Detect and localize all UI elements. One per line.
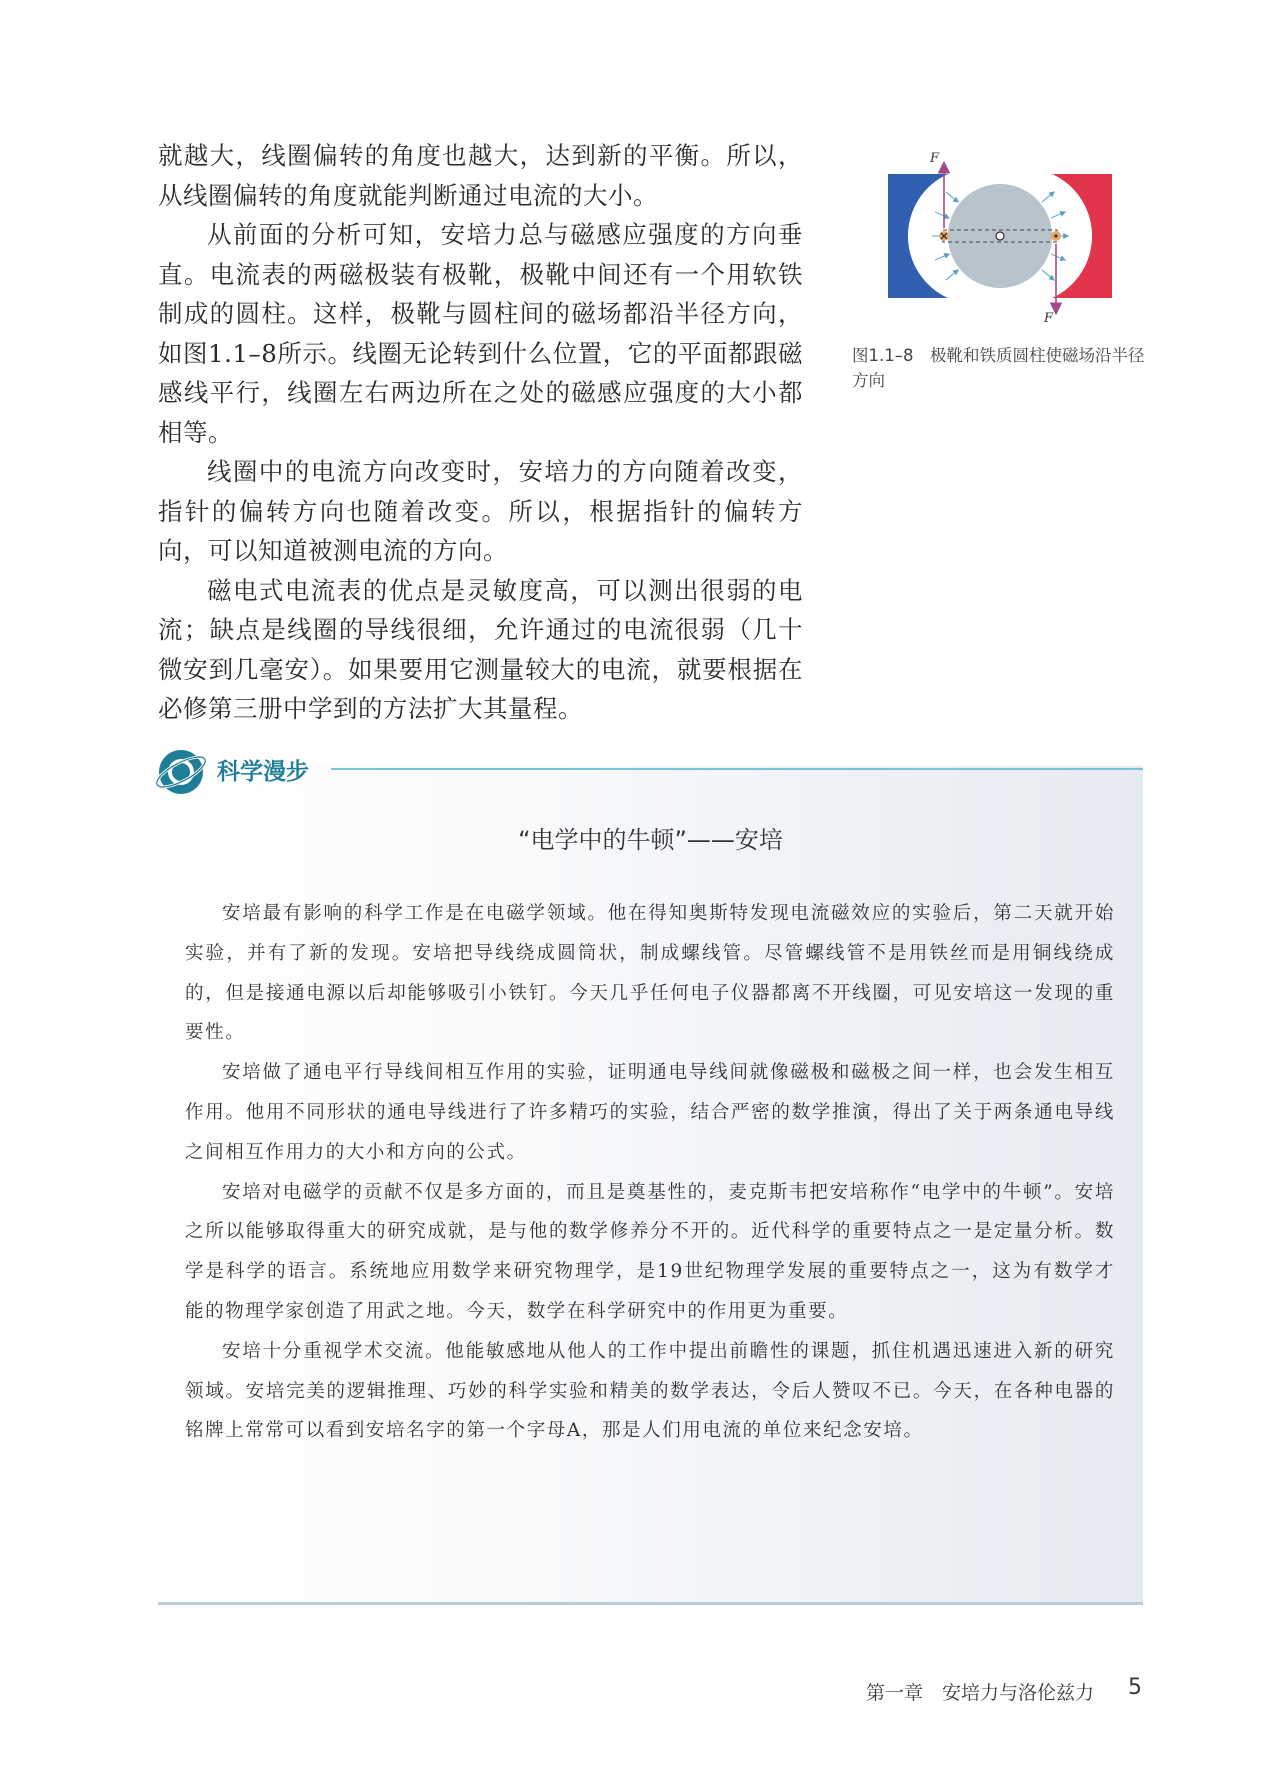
sidebar-paragraph: 安培十分重视学术交流。他能敏感地从他人的工作中提出前瞻性的课题，抓住机遇迅速进入新的研究领域。安培完美的逻辑推理、巧妙的科学实验和精美的数学表达，令后人赞叹不已。今天，在各种电器的铭牌上常常可以看到安培名字的第一个字母A，那是人们用电流的单位来纪念安培。 xyxy=(185,1340,1115,1442)
sidebar-title: “电学中的牛顿”——安培 xyxy=(518,826,783,854)
sidebar-body xyxy=(185,894,1115,1451)
force-label-top: F xyxy=(930,151,940,166)
page-number: 5 xyxy=(1128,1675,1142,1700)
sidebar-paragraph: 安培做了通电平行导线间相互作用的实验，证明通电导线间就像磁极和磁极之间一样，也会发生相互作用。他用不同形状的通电导线进行了许多精巧的实验，结合严密的数学推演，得出了关于两条通电导线之间相互作用力的大小和方向的公式。 xyxy=(185,1062,1115,1163)
science-sidebar xyxy=(158,766,1143,1605)
paragraph: 磁电式电流表的优点是灵敏度高，可以测出很弱的电流；缺点是线圈的导线很细，允许通过的电流很弱（几十微安到几毫安）。如果要用它测量较大的电流，就要根据在必修第三册中学到的方法扩大其量程。 xyxy=(158,575,803,723)
force-label-bottom: F xyxy=(1044,311,1054,326)
paragraph: 从前面的分析可知，安培力总与磁感应强度的方向垂直。电流表的两磁极装有极靴，极靴中间还有一个用软铁制成的圆柱。这样，极靴与圆柱间的磁场都沿半径方向，如图1.1–8所示。线圈无论转到什么位置，它的平面都跟磁感线平行，线圈左右两边所在之处的磁感应强度的大小都相等。 xyxy=(158,220,803,447)
paragraph: 就越大，线圈偏转的角度也越大，达到新的平衡。所以，从线圈偏转的角度就能判断通过电流的大小。 xyxy=(158,141,803,210)
sidebar-paragraph: 安培对电磁学的贡献不仅是多方面的，而且是奠基性的，麦克斯韦把安培称作“电学中的牛顿”。安培之所以能够取得重大的研究成就，是与他的数学修养分不开的。近代科学的重要特点之一是定量分析。数学是科学的语言。系统地应用数学来研究物理学，是19世纪物理学发展的重要特点之一，这为有数学才能的物理学家创造了用武之地。今天，数学在科学研究中的作用更为重要。 xyxy=(185,1181,1115,1322)
paragraph: 线圈中的电流方向改变时，安培力的方向随着改变，指针的偏转方向也随着改变。所以，根据指针的偏转方向，可以知道被测电流的方向。 xyxy=(158,457,803,565)
coil-right-side xyxy=(1051,231,1061,241)
axis-pivot xyxy=(996,232,1004,240)
figure-caption: 图1.1–8 极靴和铁质圆柱使磁场沿半径方向 xyxy=(852,346,1145,390)
main-body-text xyxy=(158,136,803,729)
sidebar-header xyxy=(153,742,1143,806)
sidebar-label: 科学漫步 xyxy=(217,759,309,785)
sidebar-paragraph: 安培最有影响的科学工作是在电磁学领域。他在得知奥斯特发现电流磁效应的实验后，第二天就开始实验，并有了新的发现。安培把导线绕成圆筒状，制成螺线管。尽管螺线管不是用铁丝而是用铜线绕成的，但是接通电源以后却能够吸引小铁钉。今天几乎任何电子仪器都离不开线圈，可见安培这一发现的重要性。 xyxy=(185,903,1115,1044)
pole-shoe-diagram xyxy=(880,148,1120,328)
divider xyxy=(331,768,1143,770)
coil-left-side xyxy=(939,231,949,241)
chapter-footer: 第一章 安培力与洛伦兹力 xyxy=(866,1682,1095,1704)
planet-orbit-icon xyxy=(153,742,209,802)
